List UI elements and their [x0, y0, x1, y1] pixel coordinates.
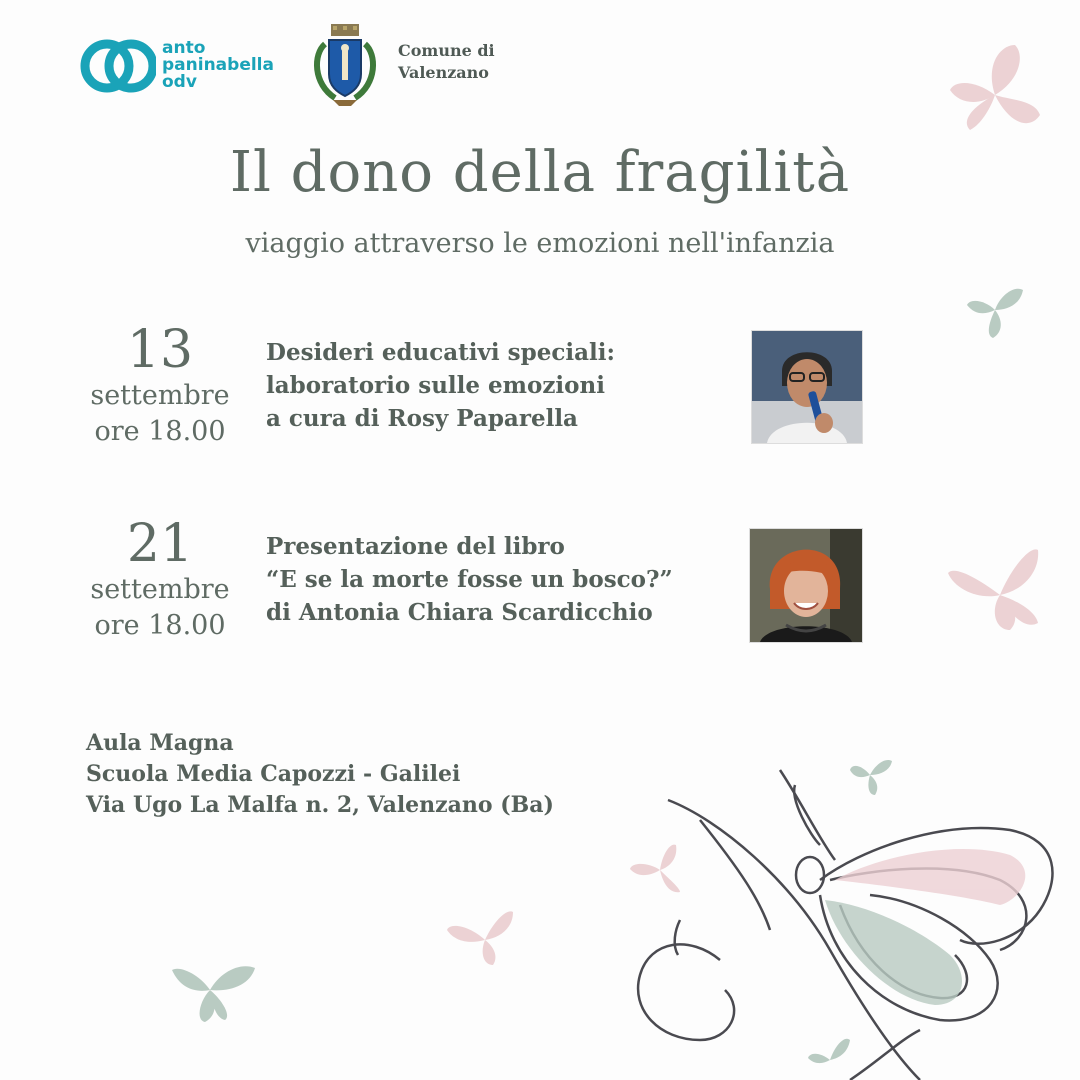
org-logo	[80, 36, 280, 98]
venue-school: Scuola Media Capozzi - Galilei	[86, 761, 461, 787]
org-logo-text: anto paninabella odv	[162, 38, 274, 92]
venue-street: Via Ugo La Malfa n. 2, Valenzano (Ba)	[86, 792, 554, 818]
event-date	[70, 322, 250, 450]
butterfly-sage-venue-icon	[850, 760, 892, 795]
event-description: Presentazione del libro “E se la morte fosse un bosco?” di Antonia Chiara Scardicchio	[266, 533, 673, 626]
author-photo	[749, 528, 863, 643]
comune-name: Comune di Valenzano	[398, 41, 495, 82]
event-subtitle: viaggio attraverso le emozioni nell'infanzia	[245, 228, 835, 259]
butterfly-lineart-icon	[638, 770, 1052, 1080]
linked-rings-icon	[80, 36, 156, 98]
event-day: 21	[126, 514, 194, 574]
event-title: Il dono della fragilità	[229, 140, 851, 205]
speaker-photo	[751, 330, 863, 444]
municipal-crest-icon	[305, 24, 385, 108]
butterfly-sage-small-icon	[967, 289, 1023, 338]
butterfly-pink-mid-icon	[948, 549, 1038, 630]
event-month: settembre	[90, 380, 230, 411]
butterfly-pink-small-icon	[630, 845, 680, 893]
event-time: ore 18.00	[94, 610, 226, 641]
event-date	[70, 516, 250, 644]
butterfly-lineart-fill-icon	[825, 849, 1025, 1005]
venue-hall: Aula Magna	[86, 730, 234, 756]
butterfly-sage-bottom-left-icon	[172, 966, 255, 1022]
event-description: Desideri educativi speciali: laboratorio sulle emozioni a cura di Rosy Paparella	[266, 339, 615, 432]
event-day: 13	[126, 320, 194, 380]
venue-address	[86, 728, 554, 821]
butterfly-pink-bottom-icon	[447, 911, 513, 965]
event-time: ore 18.00	[94, 416, 226, 447]
butterfly-pink-top-icon	[950, 45, 1040, 130]
event-month: settembre	[90, 574, 230, 605]
butterfly-sage-tiny-icon	[808, 1039, 850, 1063]
